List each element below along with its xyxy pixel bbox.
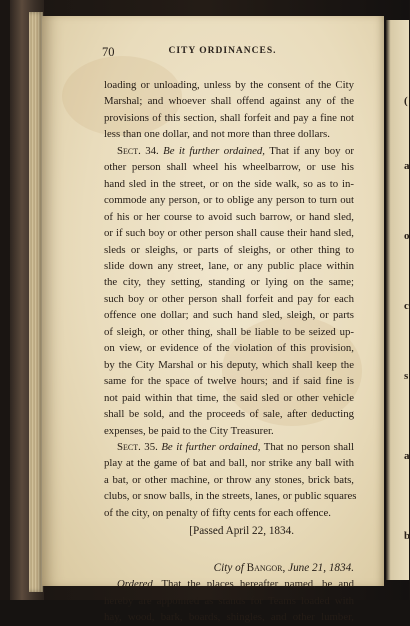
facing-page-fragment: ( — [404, 95, 408, 107]
body-line: Marshal; and whoever shall offend against any of the — [104, 95, 354, 108]
body-line: not paid within that time, the said sled or other vehicle — [104, 391, 354, 404]
body-line: hay, wood, bark, boards, shingles, and other lumber, — [104, 611, 354, 624]
body-line: shall be sold, and the proceeds of sale, after deducting — [104, 408, 354, 421]
order-first-line: That the places hereafter named, be and — [155, 578, 354, 591]
ordained-phrase: Be it further ordained, — [163, 144, 265, 157]
order-heading — [104, 576, 354, 592]
body-line: loading or unloading, unless by the consent of the City — [104, 79, 354, 91]
body-line: offence one dollar; and such hand sled, sleigh, or parts — [104, 309, 354, 322]
facing-page-fragment: b — [404, 530, 410, 542]
body-line: commode any person, or to oblige any person to turn out — [104, 194, 354, 207]
facing-page-fragment: a — [404, 450, 410, 462]
city-name: Bangor, — [246, 561, 286, 574]
body-line: hereby are appointed as stands for Teams loaded with — [104, 594, 354, 607]
section-first-line: That no person shall — [260, 440, 355, 453]
facing-page-fragment: o — [404, 230, 410, 242]
body-line: same for the space of twelve hours; and if said fine is — [104, 375, 354, 388]
body-line: clubs, or snow balls, in the streets, lanes, or public squares — [104, 490, 357, 503]
body-line: of his or her course to avoid such barrow, or hand sled, — [104, 210, 354, 223]
body-line: sleds or sleighs, or parts of sleighs, or other thing to — [104, 243, 354, 256]
section-first-line: That if any boy or — [265, 144, 354, 157]
order-dateline — [104, 560, 354, 576]
ordained-phrase: Be it further ordained, — [161, 440, 261, 453]
body-line: a bat, or other machine, or throw any stones, brick bats, — [104, 473, 354, 486]
facing-page-fragment: c — [404, 300, 409, 312]
body-line: provisions of this section, shall forfeit and pay a fine not — [104, 111, 354, 124]
body-line: slide down any street, lane, or any public place within — [104, 259, 354, 272]
body-line: the city, they setting, standing or lying on the same; — [104, 276, 354, 289]
body-line: by the City Marshal or his deputy, which shall keep the — [104, 358, 354, 371]
body-line: on view, or evidence of the violation of this provision, — [104, 342, 354, 355]
page-edges — [29, 12, 43, 592]
body-line: expenses, be paid to the City Treasurer. — [104, 424, 274, 437]
body-line: such boy or other person shall forfeit and pay for each — [104, 292, 354, 305]
page-body — [104, 77, 357, 626]
passed-date: [Passed April 22, 1834. — [189, 525, 294, 538]
body-line: less than one dollar, and not more than three dollars. — [104, 128, 330, 141]
body-line: of the city, on penalty of fifty cents for each offence. — [104, 506, 331, 519]
body-line: play at the game of bat and ball, nor strike any ball with — [104, 457, 354, 470]
order-date: June 21, 1834. — [288, 561, 354, 574]
city-prefix: City of — [213, 561, 244, 574]
page-header — [62, 45, 383, 61]
section-34-heading — [104, 143, 354, 159]
facing-page-edge — [386, 20, 409, 580]
body-line: of sleigh, or other thing, shall be liable to be seized up- — [104, 325, 354, 338]
ordered-word: Ordered, — [117, 578, 156, 591]
section-35-heading — [104, 439, 354, 455]
page-number: 70 — [102, 45, 115, 59]
facing-page-fragment: a — [404, 160, 410, 172]
body-line: hand sled in the street, or on the side walk, so as to in- — [104, 177, 354, 190]
facing-page-fragment: s — [404, 370, 409, 382]
running-title: CITY ORDINANCES. — [168, 46, 277, 56]
section-label: Sect. 35. — [117, 440, 158, 453]
body-line: or if such boy or other person shall cause their hand sled, — [104, 227, 354, 240]
body-line: other person shall wheel his wheelbarrow, or use his — [104, 161, 354, 174]
section-label: Sect. 34. — [117, 144, 159, 157]
